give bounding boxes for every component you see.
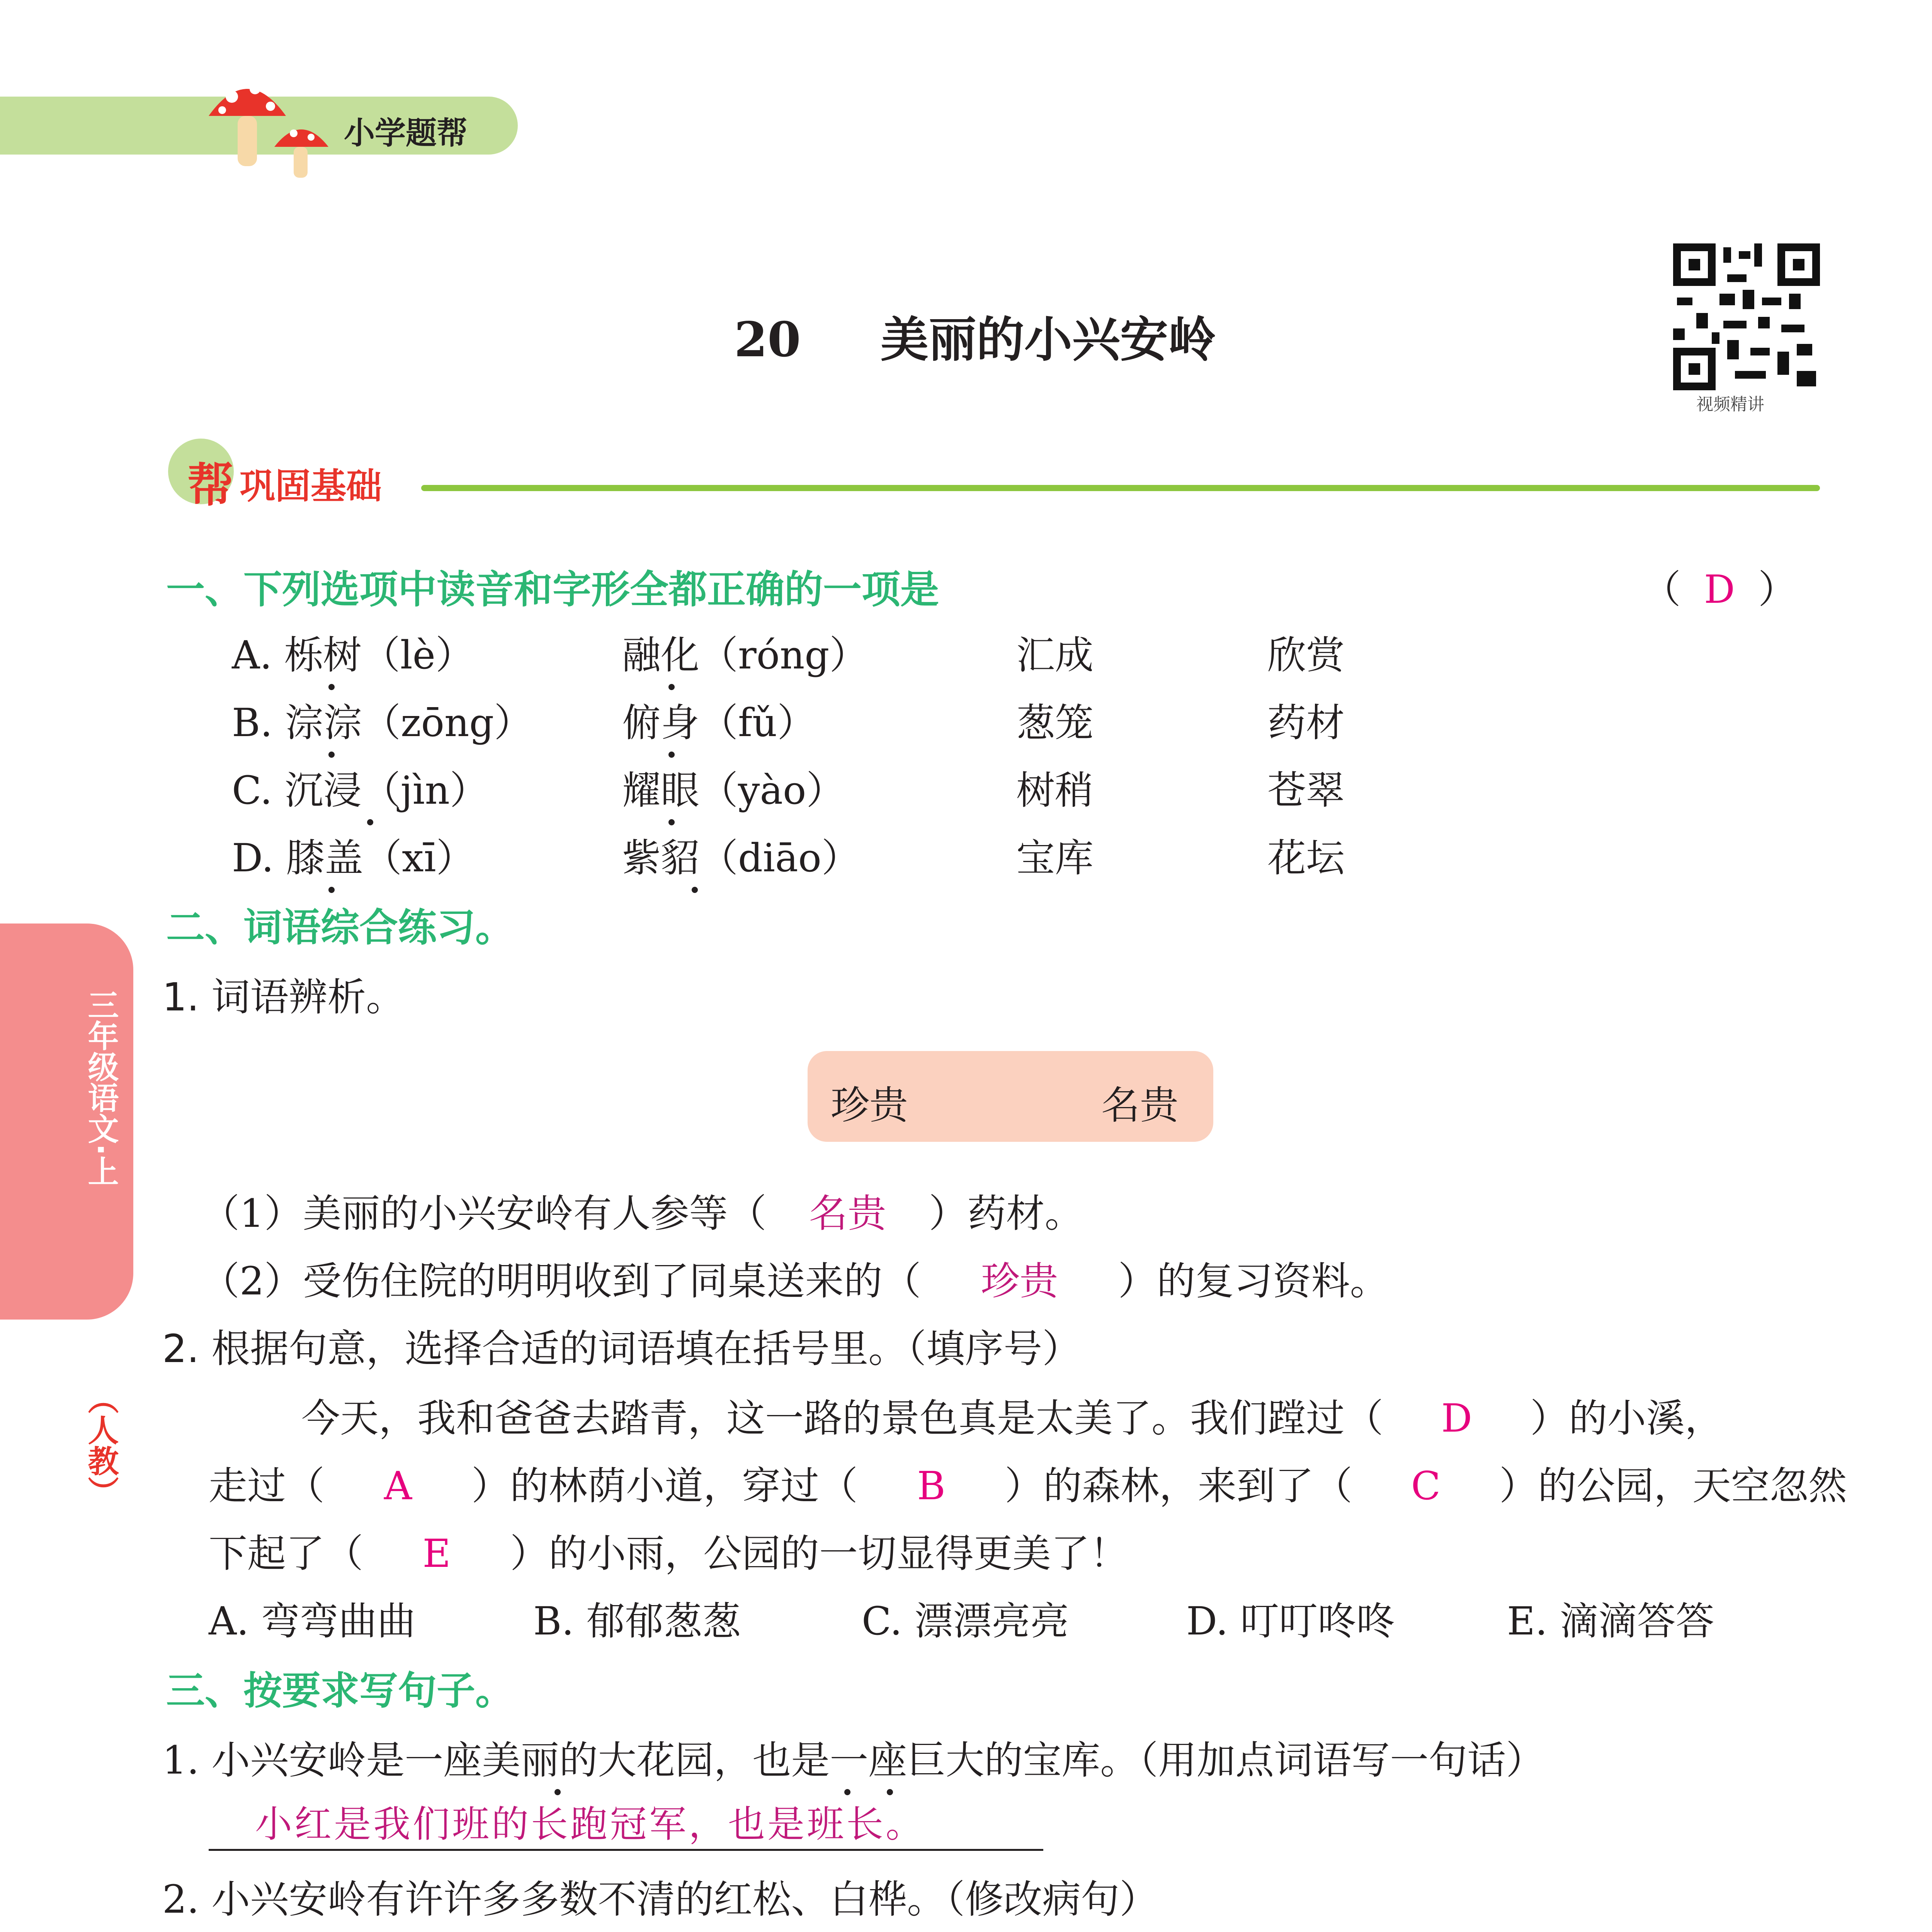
q1-answer: D: [1704, 567, 1735, 612]
emphasis-dot: [668, 684, 675, 690]
qr-caption: 视频精讲: [1696, 395, 1764, 414]
q2-sub2-line-2: 走过（ A ）的林荫小道，穿过（ B ）的森林，来到了（ C ）的公园，天空忽然: [209, 1463, 1847, 1509]
emphasis-dot: [328, 684, 335, 690]
q2-sub1-item-2: （2）受伤住院的明明收到了同桌送来的（ 珍贵 ）的复习资料。: [201, 1250, 1389, 1306]
word-box-word-1: 珍贵: [831, 1083, 908, 1128]
emphasis-dot: [328, 752, 335, 758]
emphasis-dot: [554, 1789, 561, 1795]
q2-sub1-title: 1. 词语辨析。: [162, 975, 405, 1020]
lesson-name: 美丽的小兴安岭: [880, 312, 1216, 368]
section-title-consolidate: 巩固基础: [240, 466, 382, 507]
emphasis-dot: [844, 1789, 850, 1795]
side-tab-grade: 三年级语文·上: [83, 989, 119, 1187]
mushroom-logo-icon: [201, 66, 340, 182]
q2-sub1-item-1: （1）美丽的小兴安岭有人参等（ 名贵 ）药材。: [201, 1182, 1083, 1238]
answer-line-1: [209, 1849, 1043, 1851]
q2-sub1-answer-2: 珍贵: [981, 1259, 1058, 1304]
q3-item-1: 1. 小兴安岭是一座美丽的大花园，也是一座巨大的宝库。（用加点词语写一句话）: [162, 1738, 1545, 1783]
section-badge-consolidate: 帮: [168, 439, 242, 512]
emphasis-dot: [668, 819, 675, 825]
qr-code-icon[interactable]: [1673, 243, 1820, 390]
word-box-word-2: 名贵: [1101, 1083, 1179, 1128]
section-rule-1: [421, 485, 1820, 491]
emphasis-dot: [328, 887, 335, 893]
side-tab-edition: （人教）: [83, 1383, 119, 1507]
q1-answer-bracket: （ D ）: [1642, 567, 1797, 612]
q2-sub2-line-3: 下起了（ E ）的小雨，公园的一切显得更美了！: [209, 1531, 1128, 1576]
q2-sub2-line-1: 今天，我和爸爸去踏青，这一路的景色真是太美了。我们蹚过（ D ）的小溪，: [301, 1396, 1723, 1441]
emphasis-dot: [887, 1789, 893, 1795]
q2-sub2-title: 2. 根据句意，选择合适的词语填在括号里。（填序号）: [162, 1326, 1081, 1371]
q3-heading: 三、按要求写句子。: [166, 1668, 514, 1713]
emphasis-dot: [692, 887, 698, 893]
emphasis-dot: [668, 752, 675, 758]
lesson-title: [734, 301, 1216, 370]
lesson-number: 20: [734, 312, 801, 368]
q3-answer-1: 小红是我们班的长跑冠军，也是班长。: [255, 1803, 925, 1846]
q2-sub2-answer-1: D: [1441, 1396, 1473, 1441]
q2-heading: 二、词语综合练习。: [166, 905, 514, 950]
q1-prompt: 一、下列选项中读音和字形全都正确的一项是: [166, 567, 939, 612]
q3-item-2: 2. 小兴安岭有许许多多数不清的红松、白桦。（修改病句）: [162, 1877, 1158, 1922]
q2-sub1-answer-1: 名贵: [809, 1191, 886, 1236]
brand-name: 小学题帮: [344, 115, 468, 151]
emphasis-dot: [367, 819, 373, 825]
